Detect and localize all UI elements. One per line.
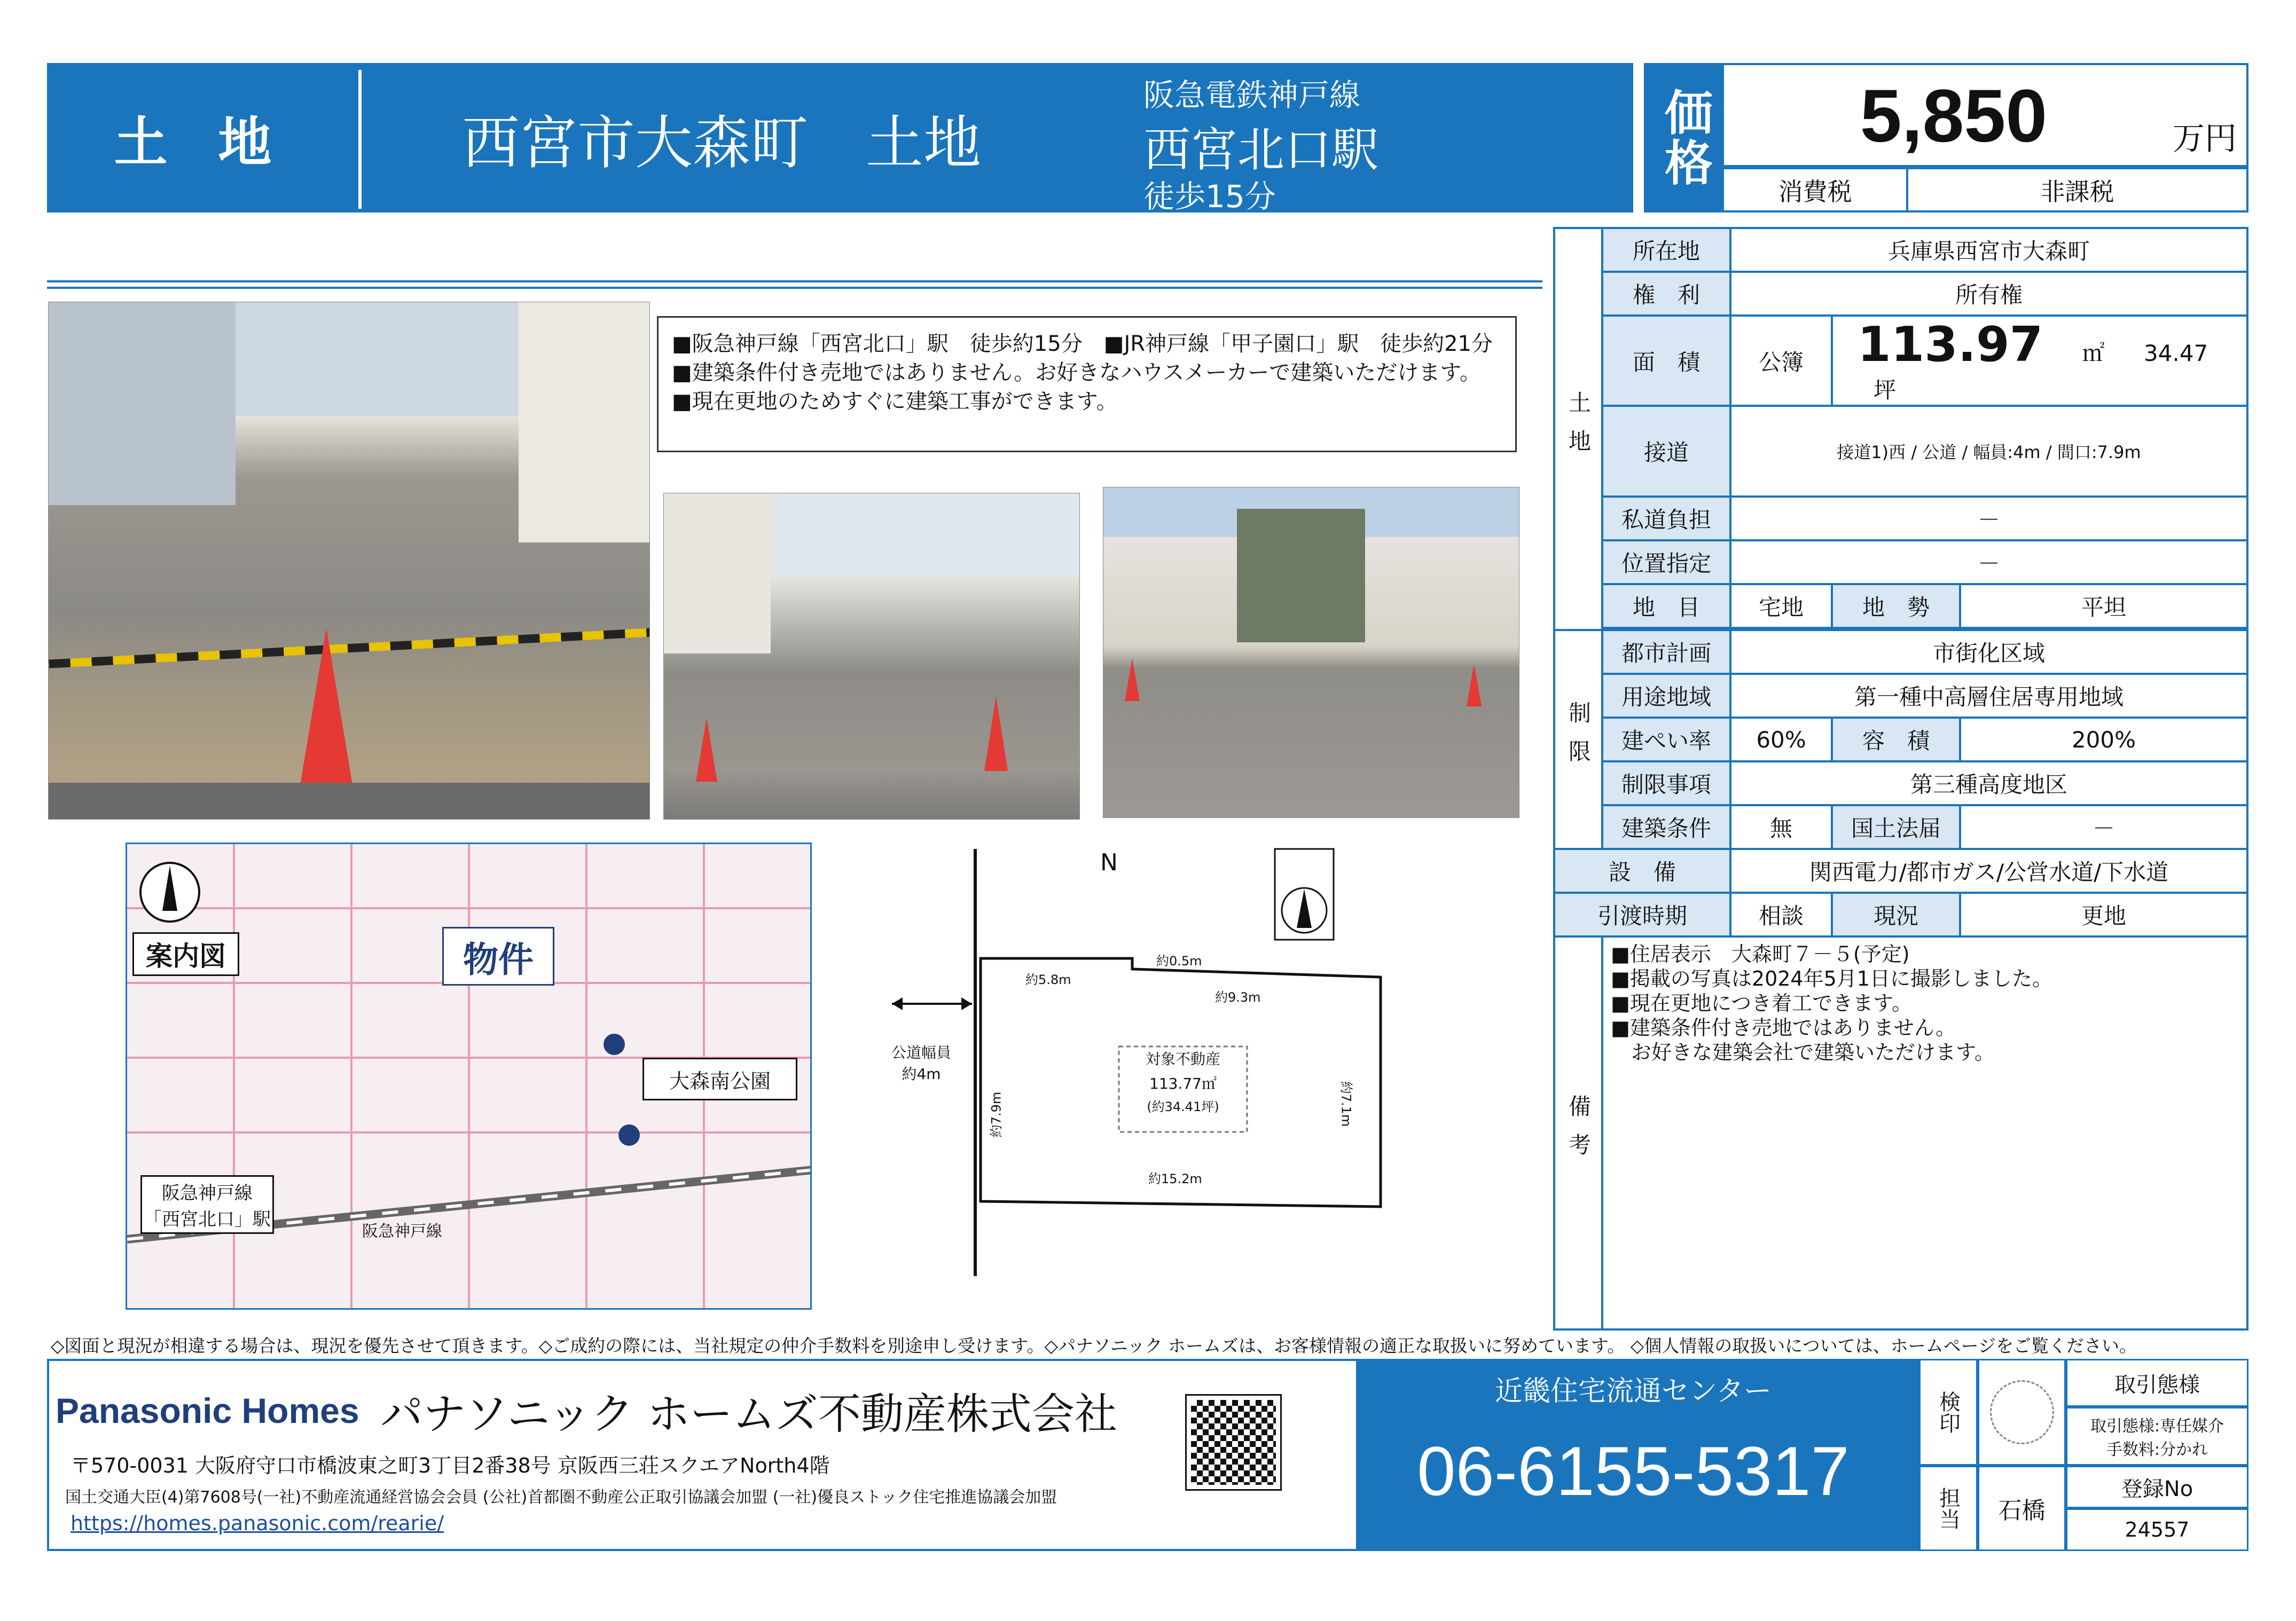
value-land-law: － xyxy=(1960,805,2247,849)
label-build-cond: 建築条件 xyxy=(1602,805,1730,849)
value-right: 所有権 xyxy=(1730,272,2247,316)
note-line: ■阪急神戸線「西宮北口」駅 徒歩約15分 ■JR神戸線「甲子園口」駅 徒歩約21分 xyxy=(672,332,1493,356)
dim-label: 約15.2m xyxy=(1148,1171,1202,1186)
site-photo-2 xyxy=(663,493,1080,820)
house-right xyxy=(519,302,650,542)
label-equipment: 設 備 xyxy=(1554,849,1730,893)
company-address: 〒570-0031 大阪府守口市橋波東之町3丁目2番38号 京阪西三荘スクエアNorth4階 xyxy=(70,1454,830,1477)
stamp-label: 検印 xyxy=(1919,1359,1978,1466)
section-land: 土地 xyxy=(1554,228,1602,630)
value-equipment: 関西電力/都市ガス/公営水道/下水道 xyxy=(1730,849,2247,893)
staff-name: 石橋 xyxy=(1978,1466,2066,1551)
price-unit: 万円 xyxy=(2173,120,2237,158)
staff-label: 担当 xyxy=(1919,1466,1978,1551)
disclaimer: ◇図面と現況が相違する場合は、現況を優先させて頂きます。◇ご成約の際には、当社規定の仲介手数料を別途申し受けます。◇パナソニック ホームズは、お客様情報の適正な取扱いに努めています。 ◇個人情報の取扱いについては、ホームページをご覧ください。 xyxy=(51,1335,2137,1356)
remark-line: ■現在更地につき着工できます。 xyxy=(1611,992,1913,1015)
label-city-plan: 都市計画 xyxy=(1602,630,1730,674)
header-band xyxy=(47,63,1644,213)
company-licenses: 国土交通大臣(4)第7608号(一社)不動産流通経営協会会員 (公社)首都圏不動産公正取引協議会加盟 (一社)優良ストック住宅推進協議会加盟 xyxy=(65,1488,1057,1507)
traffic-cone xyxy=(1125,658,1140,701)
label-location: 所在地 xyxy=(1602,228,1730,272)
section-remarks: 備考 xyxy=(1554,937,1602,1329)
label-area: 面 積 xyxy=(1602,316,1730,406)
value-build-cond: 無 xyxy=(1730,805,1832,849)
label-chimoku: 地 目 xyxy=(1602,584,1730,628)
property-label: 物件 xyxy=(442,927,554,986)
center-name: 近畿住宅流通センター xyxy=(1495,1375,1772,1407)
station-label: 阪急神戸線 「西宮北口」駅 xyxy=(140,1175,274,1234)
value-location: 兵庫県西宮市大森町 xyxy=(1730,228,2247,272)
section-limit: 制限 xyxy=(1554,630,1602,849)
area-type: 公簿 xyxy=(1730,316,1832,406)
station-name: 西宮北口駅 xyxy=(1143,122,1379,177)
stamp-box xyxy=(1978,1359,2066,1466)
value-chimoku: 宅地 xyxy=(1730,584,1832,628)
site-photo-main xyxy=(48,302,650,820)
north-label: N xyxy=(1100,849,1118,876)
tsubo-unit: 坪 xyxy=(1874,377,1897,403)
header-gap xyxy=(1633,63,1645,213)
property-type: 土 地 xyxy=(114,111,288,174)
value-restrict: 第三種高度地区 xyxy=(1730,761,2247,805)
rail-line: 阪急電鉄神戸線 xyxy=(1143,77,1361,113)
area-unit: ㎡ xyxy=(2082,340,2105,366)
label-far: 容 積 xyxy=(1832,718,1960,761)
dim-label: 約7.9m xyxy=(989,1091,1004,1138)
reg-number: 24557 xyxy=(2066,1508,2248,1551)
label-restrict: 制限事項 xyxy=(1602,761,1730,805)
remarks xyxy=(1602,937,2247,1329)
value-city-plan: 市街化区域 xyxy=(1730,630,2247,674)
note-line: ■建築条件付き売地ではありません。お好きなハウスメーカーで建築いただけます。 xyxy=(672,360,1481,385)
label-right: 権 利 xyxy=(1602,272,1730,316)
value-road: 接道1)西 / 公道 / 幅員:4m / 間口:7.9m xyxy=(1730,406,2247,497)
target-area: 113.77㎡ xyxy=(1149,1075,1217,1092)
area-cell xyxy=(1832,316,2247,406)
reg-label: 登録No xyxy=(2066,1466,2248,1508)
label-position: 位置指定 xyxy=(1602,540,1730,584)
label-handover: 引渡時期 xyxy=(1554,893,1730,937)
area-value: 113.97 xyxy=(1858,317,2043,373)
rail-label: 阪急神戸線 xyxy=(362,1222,442,1241)
company-logo: Panasonic Homes xyxy=(56,1391,359,1430)
label-chisei: 地 勢 xyxy=(1832,584,1960,628)
traffic-cone xyxy=(696,718,717,782)
phone-number[interactable]: 06-6155-5317 xyxy=(1417,1432,1850,1510)
tsubo-value: 34.47 xyxy=(2144,340,2208,366)
gutter xyxy=(49,783,650,820)
label-bcr: 建ぺい率 xyxy=(1602,718,1730,761)
target-tsubo: (約34.41坪) xyxy=(1147,1099,1219,1114)
walk-time: 徒歩15分 xyxy=(1143,178,1276,215)
deal-label: 取引態様 xyxy=(2066,1359,2248,1407)
company-block xyxy=(47,1359,1358,1551)
company-url[interactable]: https://homes.panasonic.com/rearie/ xyxy=(70,1512,444,1535)
house xyxy=(664,493,771,654)
house-left xyxy=(49,302,236,505)
company-name: パナソニック ホームズ不動産株式会社 xyxy=(380,1389,1117,1439)
dim-label: 約0.5m xyxy=(1156,954,1202,969)
label-private-road: 私道負担 xyxy=(1602,497,1730,540)
price-label: 価格 xyxy=(1644,63,1724,213)
qr-code[interactable] xyxy=(1187,1396,1280,1489)
remark-line: ■住居表示 大森町７－５(予定) xyxy=(1611,942,1910,966)
dim-label: 約5.8m xyxy=(1025,972,1071,987)
dim-label: 約7.1m xyxy=(1338,1081,1354,1127)
site-photo-3 xyxy=(1103,487,1519,818)
spec-table xyxy=(1553,227,2248,1331)
rule xyxy=(47,287,1542,289)
feature-notes xyxy=(657,316,1517,452)
remark-line: ■建築条件付き売地ではありません。 xyxy=(1611,1016,1956,1040)
rule xyxy=(47,280,1542,282)
note-line: ■現在更地のためすぐに建築工事ができます。 xyxy=(672,389,1118,414)
value-handover: 相談 xyxy=(1730,893,1832,937)
price-value: 5,850 xyxy=(1860,74,2048,158)
value-position: － xyxy=(1730,540,2247,584)
divider xyxy=(358,70,362,209)
label-road: 接道 xyxy=(1602,406,1730,497)
price-box xyxy=(1724,63,2248,167)
remark-line: お好きな建築会社で建築いただけます。 xyxy=(1611,1041,1995,1064)
value-far: 200% xyxy=(1960,718,2247,761)
traffic-cone xyxy=(1467,664,1482,706)
value-bcr: 60% xyxy=(1730,718,1832,761)
contact-block xyxy=(1358,1359,1919,1551)
traffic-cone xyxy=(300,628,353,788)
property-title: 西宮市大森町 土地 xyxy=(461,109,981,177)
label-land-law: 国土法届 xyxy=(1832,805,1960,849)
value-private-road: － xyxy=(1730,497,2247,540)
remark-line: ■掲載の写真は2024年5月1日に撮影しました。 xyxy=(1611,967,2052,990)
stamp-circle xyxy=(1990,1380,2054,1444)
label-use-zone: 用途地域 xyxy=(1602,674,1730,718)
value-current: 更地 xyxy=(1960,893,2247,937)
value-use-zone: 第一種中高層住居専用地域 xyxy=(1730,674,2247,718)
target-label: 対象不動産 xyxy=(1145,1050,1220,1068)
guide-map xyxy=(126,843,812,1310)
tax-value: 非課税 xyxy=(1908,167,2248,213)
label-current: 現況 xyxy=(1832,893,1960,937)
deal-value: 取引態様:専任媒介 手数料:分かれ xyxy=(2066,1407,2248,1466)
tax-label: 消費税 xyxy=(1724,167,1908,213)
road-width: 公道幅員 約4m xyxy=(891,1044,951,1083)
park-label: 大森南公園 xyxy=(642,1058,797,1100)
value-chisei: 平坦 xyxy=(1960,584,2247,628)
traffic-cone xyxy=(984,696,1008,771)
house-front xyxy=(1237,509,1365,642)
map-label: 案内図 xyxy=(132,932,239,976)
dim-label: 約9.3m xyxy=(1215,990,1261,1005)
